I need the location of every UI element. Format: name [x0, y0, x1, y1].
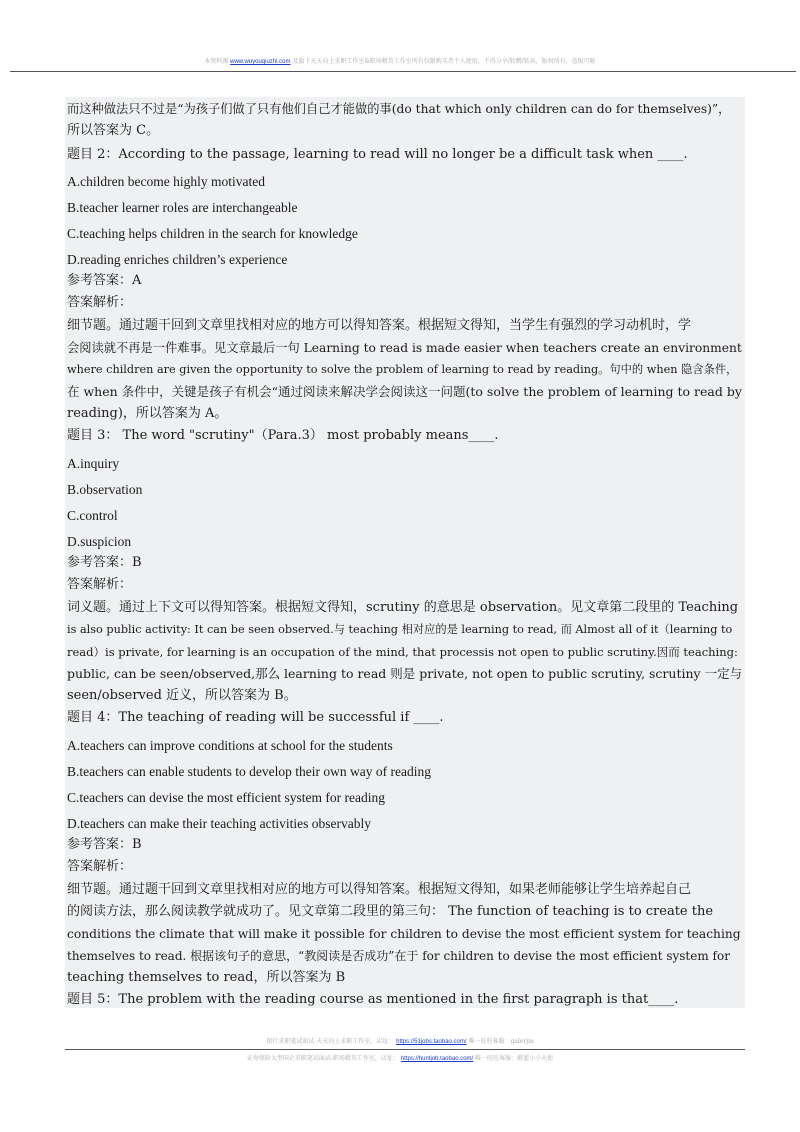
document-body — [65, 97, 745, 1008]
text-line: public, can be seen/observed,那么 learning to read 则是 private, not open to public scrutiny, scrutiny 一定与 — [67, 666, 743, 681]
footer-shop-label: 证券保险大型国企求职笔试面试-职场精英工作室，店址： — [246, 1055, 399, 1062]
header-divider — [10, 71, 796, 72]
text-line: seen/observed 近义，所以答案为 B。 — [67, 688, 297, 703]
option-item: B.teacher learner roles are interchangeable — [67, 200, 298, 215]
page-header — [0, 56, 800, 65]
question-title: 题目 4：The teaching of reading will be successful if ____. — [67, 710, 444, 725]
text-line: read）is private, for learning is an occupation of the mind, that processis not open to public scrutiny.因而 teaching: — [67, 645, 738, 659]
footer-shop-label: 银行求职笔试面试-天天向上求职工作室，店址： — [266, 1038, 395, 1045]
footer-contact: 唯一旺旺客服：galerjm — [468, 1038, 534, 1045]
option-item: A.teachers can improve conditions at school for the students — [67, 738, 393, 753]
text-line: conditions the climate that will make it possible for children to devise the most efficient system for teaching — [67, 927, 741, 941]
text-line: where children are given the opportunity to solve the problem of learning to read by reading。句中的 when 隐含条件， — [67, 363, 738, 376]
option-item: A.inquiry — [67, 456, 120, 471]
text-line: 的阅读方法，那么阅读教学就成功了。见文章第二段里的第三句： The function of teaching is to create the — [67, 904, 714, 919]
answer-line: 参考答案：B — [67, 837, 142, 852]
text-line: 所以答案为 C。 — [67, 123, 160, 138]
option-item: A.children become highly motivated — [67, 174, 265, 189]
text-line: themselves to read. 根据该句子的意思，“教阅读是否成功”在于 for children to devise the most efficient system for — [67, 949, 730, 963]
text-line: 在 when 条件中，关键是孩子有机会“通过阅读来解决学会阅读这一问题(to solve the problem of learning to read by — [67, 384, 742, 399]
option-item: B.teachers can enable students to develop their own way of reading — [67, 764, 431, 779]
text-line: 细节题。通过题干回到文章里找相对应的地方可以得知答案。根据短文得知，当学生有强烈的学习动机时，学 — [67, 318, 692, 333]
footer-line-1 — [0, 1036, 800, 1045]
footer-line-2 — [0, 1053, 800, 1062]
text-line: reading)，所以答案为 A。 — [67, 406, 228, 421]
option-item: D.suspicion — [67, 534, 132, 549]
analysis-heading: 答案解析： — [67, 859, 133, 874]
text-line: 会阅读就不再是一件难事。见文章最后一句 Learning to read is made easier when teachers create an environment — [67, 341, 742, 355]
answer-line: 参考答案：B — [67, 555, 142, 570]
footer-divider — [65, 1049, 745, 1050]
header-prefix: 本资料源 — [204, 58, 229, 65]
question-title: 题目 2：According to the passage, learning to read will no longer be a difficult task when ____. — [67, 147, 688, 162]
text-line: 细节题。通过题干回到文章里找相对应的地方可以得知答案。根据短文得知，如果老师能够让学生培养起自己 — [67, 882, 692, 897]
option-item: D.teachers can make their teaching activities observably — [67, 816, 371, 831]
text-line: is also public activity: It can be seen observed.与 teaching 相对应的是 learning to read, 而 Almost all of it（learning to — [67, 623, 733, 636]
option-item: C.teaching helps children in the search for knowledge — [67, 226, 358, 241]
footer-shop-link[interactable]: https://51jobs.taobao.com/ — [396, 1039, 467, 1045]
question-title: 题目 3： The word "scrutiny"（Para.3） most probably means____. — [67, 428, 499, 443]
analysis-heading: 答案解析： — [67, 295, 133, 310]
text-line: teaching themselves to read，所以答案为 B — [67, 970, 346, 985]
option-item: C.control — [67, 508, 118, 523]
option-item: D.reading enriches children’s experience — [67, 252, 288, 267]
answer-line: 参考答案：A — [67, 273, 142, 288]
header-notice: 及旗下天天向上求职工作室&职场精英工作室所有仅限购买者个人使用，不得分享/转赠/转卖，版权所有，盗版可耻 — [292, 58, 596, 65]
analysis-heading: 答案解析： — [67, 577, 133, 592]
option-item: B.observation — [67, 482, 143, 497]
header-link[interactable]: www.wuyouqiuzhi.com — [230, 59, 291, 65]
footer-shop-link[interactable]: https://huntjob.taobao.com/ — [400, 1056, 474, 1062]
option-item: C.teachers can devise the most efficient system for reading — [67, 790, 386, 805]
footer-contact: 唯一旺旺客服：蔚蓝小小天使 — [475, 1055, 554, 1062]
question-title: 题目 5：The problem with the reading course as mentioned in the first paragraph is that____. — [67, 992, 679, 1007]
text-line: 而这种做法只不过是“为孩子们做了只有他们自己才能做的事(do that which only children can do for themselves)”， — [67, 102, 731, 116]
text-line: 词义题。通过上下文可以得知答案。根据短文得知，scrutiny 的意思是 observation。见文章第二段里的 Teaching — [67, 600, 739, 615]
